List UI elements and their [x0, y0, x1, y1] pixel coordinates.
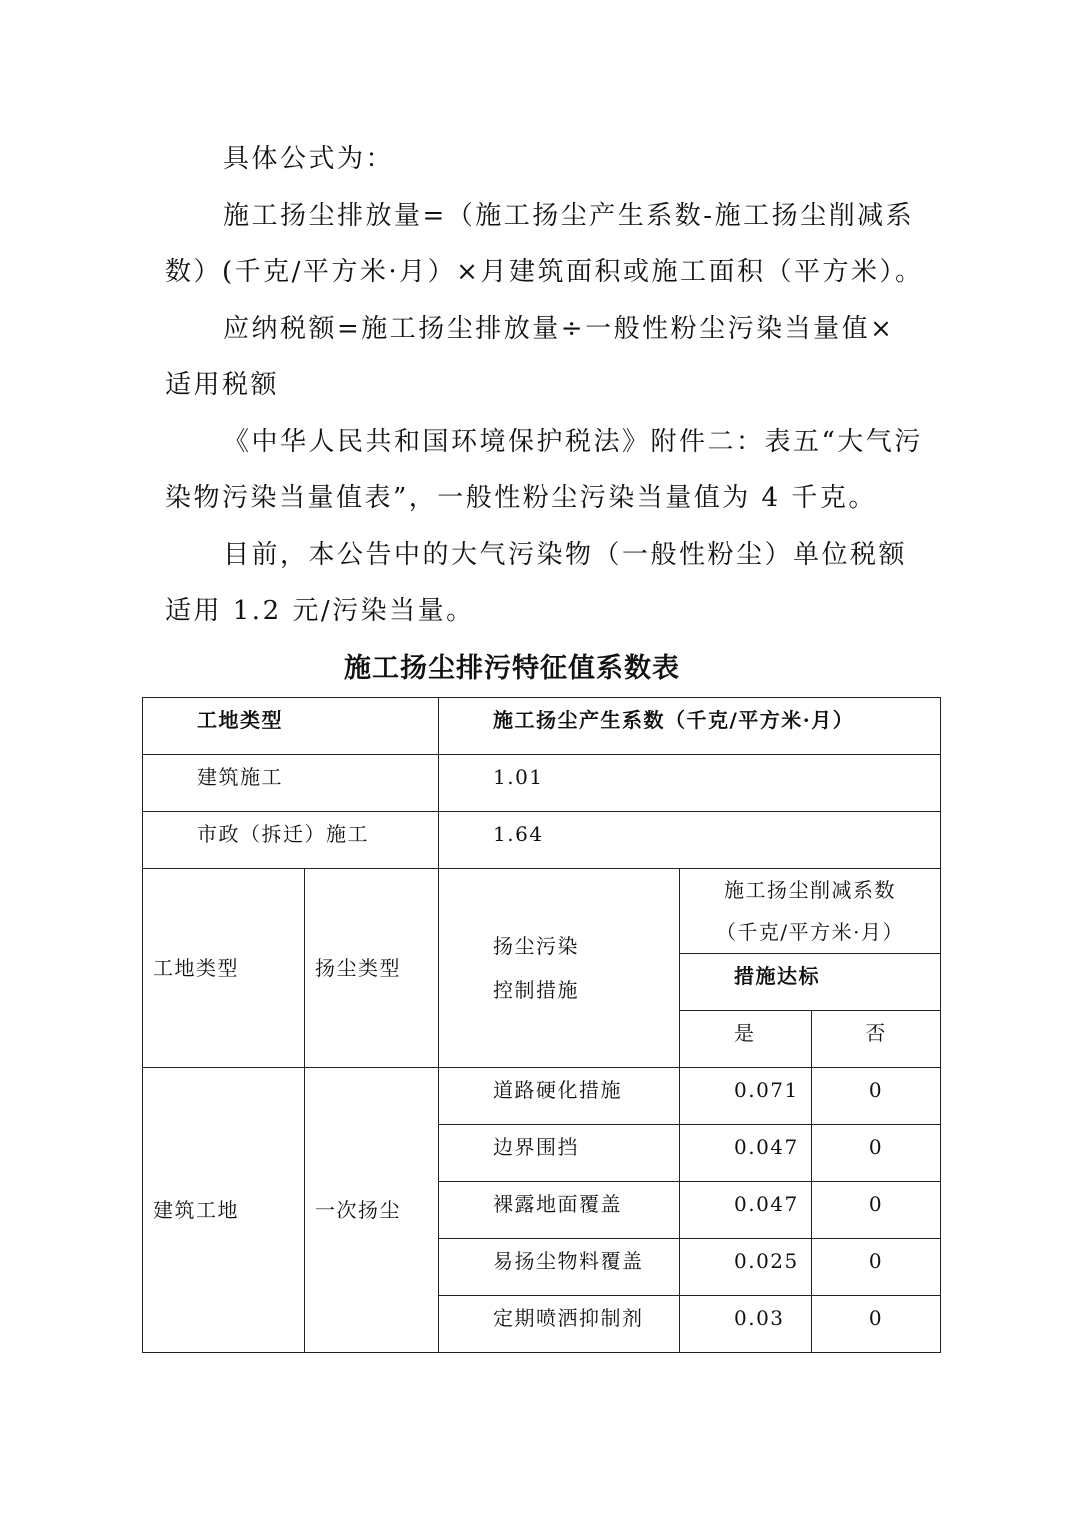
measure-name: 易扬尘物料覆盖 [493, 1249, 644, 1273]
reduction-header-site-type [143, 869, 305, 1068]
table-cell [439, 1068, 680, 1125]
reduction-site-type-label: 工地类型 [153, 956, 239, 980]
reduction-header-compliance [680, 954, 941, 1011]
table-header-row [143, 698, 941, 755]
law-reference-line2: 染物污染当量值表”，一般性粉尘污染当量值为 4 千克。 [165, 483, 877, 513]
measure-label-line1: 扬尘污染 [493, 934, 579, 958]
reduction-site-name: 建筑工地 [153, 1198, 239, 1222]
unit-tax-line1: 目前，本公告中的大气污染物（一般性粉尘）单位税额 [223, 540, 908, 570]
table-cell [439, 755, 941, 812]
table-cell [439, 1296, 680, 1353]
table-row [143, 755, 941, 812]
measure-name: 边界围挡 [493, 1135, 579, 1159]
table-cell [680, 1125, 812, 1182]
yes-value: 0.03 [734, 1306, 785, 1330]
header-site-type [143, 698, 439, 755]
paragraph-formula-intro [165, 131, 917, 187]
reduction-dust-cell [305, 1068, 439, 1353]
table-cell [812, 1239, 941, 1296]
formula-intro-text: 具体公式为： [223, 144, 395, 174]
no-value: 0 [868, 1078, 884, 1102]
table-cell [812, 1296, 941, 1353]
generation-value: 1.01 [493, 765, 544, 789]
reduction-header-yes [680, 1011, 812, 1068]
measure-name: 定期喷洒抑制剂 [493, 1306, 644, 1330]
reduction-measure-label [439, 924, 679, 1012]
measure-name: 道路硬化措施 [493, 1078, 622, 1102]
table-cell [812, 1068, 941, 1125]
reduction-header-dust-type [305, 869, 439, 1068]
yes-value: 0.047 [734, 1192, 799, 1216]
paragraph-unit-tax [165, 527, 917, 639]
emission-formula-line1: 施工扬尘排放量=（施工扬尘产生系数-施工扬尘削减系 [223, 201, 915, 231]
unit-tax-line2: 适用 1.2 元/污染当量。 [165, 596, 475, 626]
table-cell [439, 1239, 680, 1296]
table-cell [680, 1239, 812, 1296]
table-row [143, 812, 941, 869]
paragraph-emission-formula [165, 188, 924, 300]
table-cell [680, 1296, 812, 1353]
table-cell [439, 812, 941, 869]
table-cell [680, 1182, 812, 1239]
site-name: 建筑施工 [197, 765, 283, 789]
header-generation-coefficient-label: 施工扬尘产生系数（千克/平方米·月） [493, 708, 855, 732]
table-cell [680, 1068, 812, 1125]
reduction-coefficient-line2: （千克/平方米·月） [715, 920, 905, 944]
table-cell [143, 755, 439, 812]
no-value: 0 [868, 1306, 884, 1330]
yes-label: 是 [734, 1021, 756, 1045]
paragraph-law-reference [165, 414, 923, 526]
yes-value: 0.047 [734, 1135, 799, 1159]
reduction-site-cell [143, 1068, 305, 1353]
no-value: 0 [868, 1135, 884, 1159]
reduction-coefficient-line1: 施工扬尘削减系数 [724, 878, 896, 902]
table-cell [812, 1182, 941, 1239]
table-cell [439, 1182, 680, 1239]
yes-value: 0.025 [734, 1249, 799, 1273]
reduction-dust-name: 一次扬尘 [315, 1198, 401, 1222]
table-row [143, 1068, 941, 1125]
site-name: 市政（拆迁）施工 [197, 822, 369, 846]
generation-value: 1.64 [493, 822, 544, 846]
table-cell [143, 812, 439, 869]
paragraph-tax-formula [165, 301, 917, 413]
table-cell [812, 1125, 941, 1182]
reduction-header-coefficient [680, 869, 941, 954]
measure-label-line2: 控制措施 [493, 978, 579, 1002]
coefficient-table [142, 697, 941, 1353]
reduction-header-measure [439, 869, 680, 1068]
measure-name: 裸露地面覆盖 [493, 1192, 622, 1216]
header-generation-coefficient [439, 698, 941, 755]
no-label: 否 [865, 1021, 887, 1045]
table-title: 施工扬尘排污特征值系数表 [344, 653, 680, 684]
table-cell [439, 1125, 680, 1182]
emission-formula-line2: 数）(千克/平方米·月）×月建筑面积或施工面积（平方米）。 [165, 257, 924, 287]
law-reference-line1: 《中华人民共和国环境保护税法》附件二：表五“大气污 [223, 427, 923, 457]
tax-formula-line2: 适用税额 [165, 370, 280, 400]
header-site-type-label: 工地类型 [197, 708, 283, 732]
tax-formula-line1: 应纳税额=施工扬尘排放量÷一般性粉尘污染当量值× [223, 314, 895, 344]
no-value: 0 [868, 1249, 884, 1273]
reduction-header-no [812, 1011, 941, 1068]
yes-value: 0.071 [734, 1078, 799, 1102]
reduction-dust-type-label: 扬尘类型 [315, 956, 401, 980]
reduction-header-row [143, 869, 941, 954]
no-value: 0 [868, 1192, 884, 1216]
reduction-coefficient-label [680, 869, 940, 953]
compliance-label: 措施达标 [734, 964, 820, 988]
